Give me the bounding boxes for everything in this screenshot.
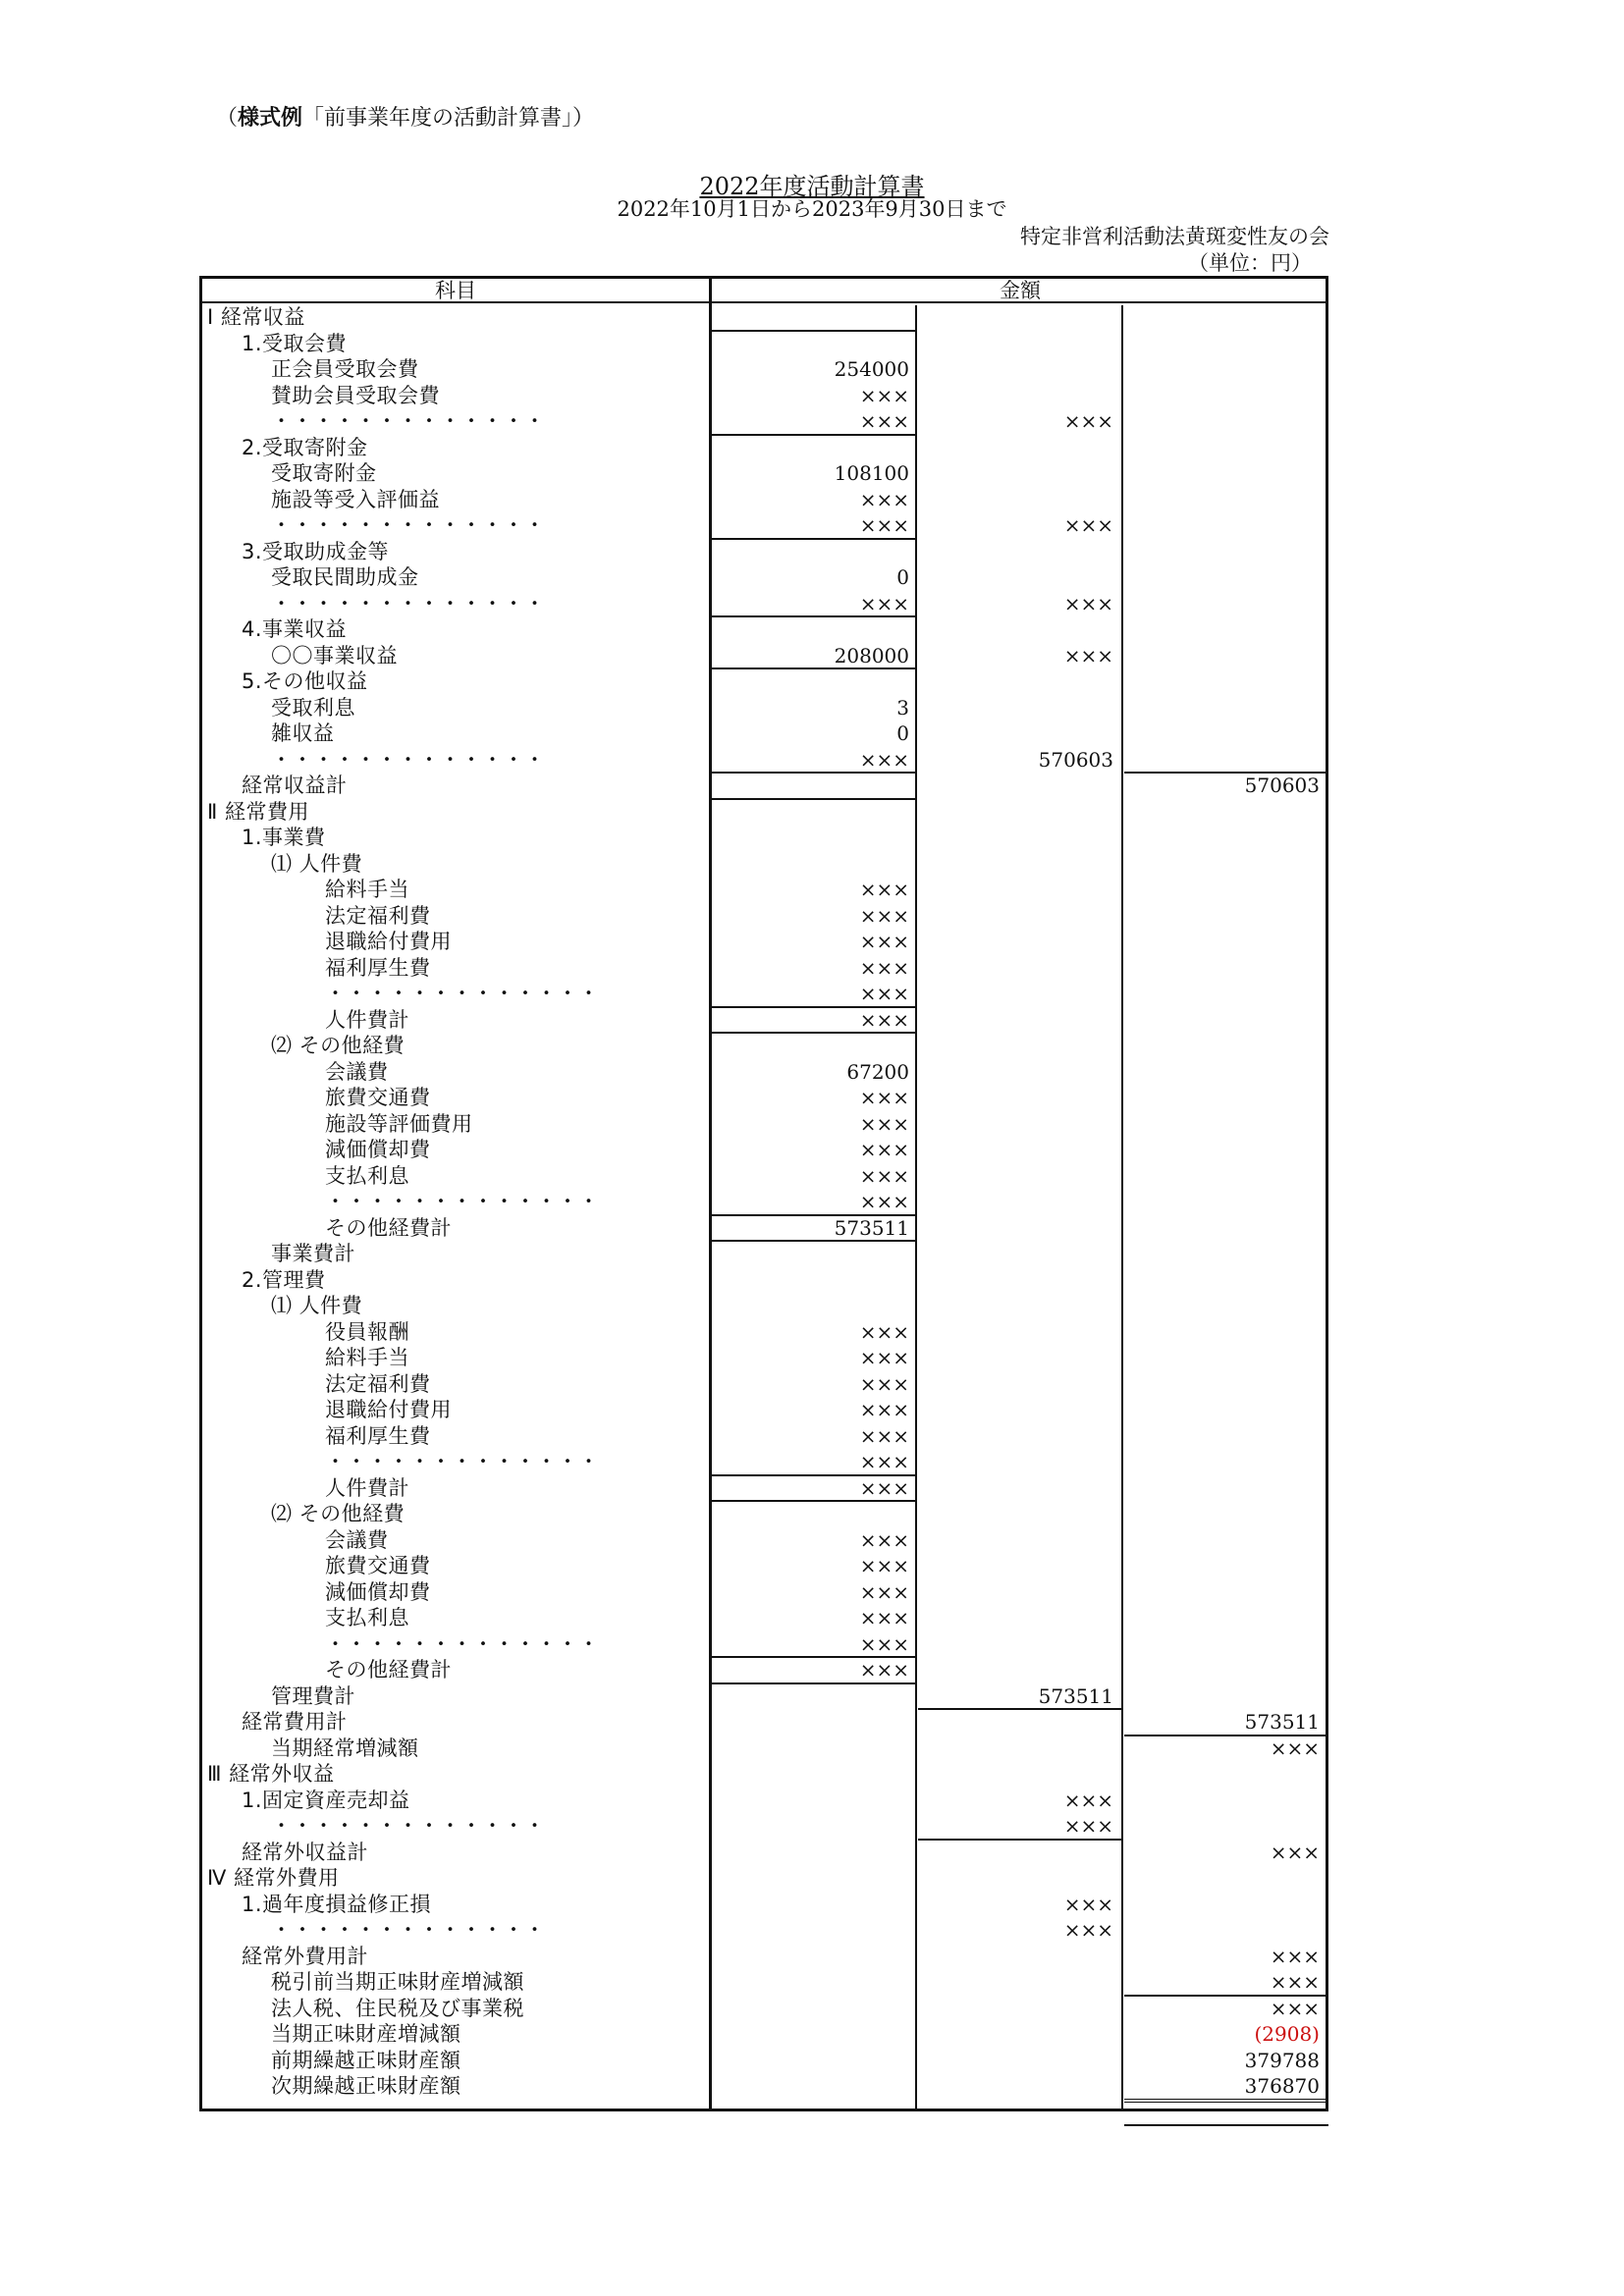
amount-cell: ××× bbox=[859, 903, 909, 928]
row-label: 経常外費用計 bbox=[242, 1944, 368, 1968]
table-row bbox=[202, 564, 1326, 590]
amount-cell: ××× bbox=[1270, 1944, 1320, 1968]
table-row bbox=[202, 1605, 1326, 1630]
fiscal-period: 2022年10月1日から2023年9月30日まで bbox=[617, 197, 1007, 221]
row-label: 5.その他収益 bbox=[242, 669, 368, 693]
amount-cell: ××× bbox=[859, 1138, 909, 1161]
row-label: ・・・・・・・・・・・・・ bbox=[325, 982, 600, 1005]
row-label: 1.過年度損益修正損 bbox=[242, 1892, 432, 1916]
amount-cell: ××× bbox=[859, 1527, 909, 1552]
row-label: 会議費 bbox=[325, 1527, 389, 1552]
subtotal-rule bbox=[712, 772, 915, 774]
subtotal-rule bbox=[712, 1474, 915, 1476]
amount-cell: ××× bbox=[1270, 1970, 1320, 1994]
subtotal-rule bbox=[712, 615, 915, 617]
table-row bbox=[202, 1293, 1326, 1318]
amount-cell: ××× bbox=[859, 878, 909, 901]
table-row bbox=[202, 1683, 1326, 1709]
row-label: ⑴ 人件費 bbox=[271, 1294, 363, 1317]
row-label: ・・・・・・・・・・・・・ bbox=[271, 1814, 546, 1838]
amount-cell: ××× bbox=[859, 1606, 909, 1629]
table-row bbox=[202, 929, 1326, 954]
table-row bbox=[202, 408, 1326, 434]
row-label: 人件費計 bbox=[325, 1475, 409, 1500]
amount-cell: ××× bbox=[859, 1111, 909, 1136]
table-row bbox=[202, 1033, 1326, 1058]
row-label: 2.管理費 bbox=[242, 1267, 326, 1292]
row-label: 2.受取寄附金 bbox=[242, 435, 368, 459]
subtotal-rule bbox=[1124, 2099, 1328, 2103]
table-row bbox=[202, 955, 1326, 981]
amount-cell: 573511 bbox=[834, 1215, 909, 1240]
row-label: ・・・・・・・・・・・・・ bbox=[325, 1631, 600, 1656]
table-row bbox=[202, 383, 1326, 408]
table-row bbox=[202, 435, 1326, 460]
currency-unit: （単位：円） bbox=[1188, 251, 1312, 275]
amount-cell: ××× bbox=[859, 1475, 909, 1500]
subtotal-rule bbox=[918, 1708, 1121, 1710]
header-subject: 科目 bbox=[435, 279, 476, 302]
table-row bbox=[202, 1657, 1326, 1682]
amount-cell: ××× bbox=[1063, 591, 1113, 615]
table-row bbox=[202, 1267, 1326, 1293]
amount-cell: ××× bbox=[859, 1579, 909, 1604]
amount-cell: 0 bbox=[896, 721, 909, 745]
table-row bbox=[202, 1579, 1326, 1605]
row-label: 法定福利費 bbox=[325, 1371, 431, 1396]
row-label: Ⅲ 経常外収益 bbox=[207, 1762, 335, 1786]
amount-cell: ××× bbox=[859, 1398, 909, 1421]
row-label: 〇〇事業収益 bbox=[271, 643, 398, 667]
amount-cell: ××× bbox=[859, 513, 909, 537]
table-row bbox=[202, 1788, 1326, 1813]
amount-cell: ××× bbox=[1063, 1892, 1113, 1916]
row-label: 1.受取会費 bbox=[242, 331, 348, 355]
table-row bbox=[202, 1215, 1326, 1241]
table-row bbox=[202, 1709, 1326, 1735]
row-label: 前期繰越正味財産額 bbox=[271, 2048, 461, 2072]
table-row bbox=[202, 1996, 1326, 2021]
amount-cell: ××× bbox=[859, 1631, 909, 1656]
table-row bbox=[202, 668, 1326, 694]
amount-cell: 379788 bbox=[1244, 2048, 1320, 2072]
table-row bbox=[202, 2021, 1326, 2047]
subtotal-rule bbox=[712, 798, 915, 800]
row-label: Ⅳ 経常外費用 bbox=[207, 1866, 340, 1890]
note-open: （ bbox=[216, 106, 239, 131]
row-label: その他経費計 bbox=[325, 1215, 452, 1240]
amount-cell: ××× bbox=[859, 1346, 909, 1369]
table-row bbox=[202, 1189, 1326, 1214]
subtotal-rule bbox=[1124, 1995, 1328, 1997]
table-row bbox=[202, 1865, 1326, 1891]
amount-cell: 573511 bbox=[1244, 1710, 1320, 1734]
table-row bbox=[202, 1501, 1326, 1526]
amount-cell: ××× bbox=[1063, 1814, 1113, 1838]
row-label: 正会員受取会費 bbox=[271, 357, 419, 381]
table-row bbox=[202, 981, 1326, 1006]
table-row bbox=[202, 1917, 1326, 1943]
amount-cell: 573511 bbox=[1038, 1683, 1113, 1708]
document-title: 2022年度活動計算書 bbox=[699, 173, 925, 200]
row-label: 経常外収益計 bbox=[242, 1840, 368, 1864]
subtotal-rule bbox=[712, 1500, 915, 1502]
table-row bbox=[202, 903, 1326, 929]
table-row bbox=[202, 1111, 1326, 1137]
amount-cell: ××× bbox=[1063, 643, 1113, 667]
table-row bbox=[202, 799, 1326, 825]
subtotal-rule bbox=[712, 330, 915, 332]
amount-cell: ××× bbox=[1063, 409, 1113, 433]
amount-cell: ××× bbox=[1063, 1918, 1113, 1942]
row-label: 法人税、住民税及び事業税 bbox=[271, 1996, 524, 2020]
amount-cell: 376870 bbox=[1244, 2074, 1320, 2098]
table-row bbox=[202, 356, 1326, 382]
amount-cell: ××× bbox=[859, 383, 909, 407]
amount-cell: ××× bbox=[1063, 1788, 1113, 1812]
table-row bbox=[202, 1475, 1326, 1501]
amount-cell: ××× bbox=[1270, 1735, 1320, 1760]
subtotal-rule bbox=[712, 1656, 915, 1658]
subtotal-rule bbox=[712, 1682, 915, 1684]
subtotal-rule bbox=[712, 434, 915, 436]
row-label: 給料手当 bbox=[325, 1346, 409, 1369]
note-rest: 「前事業年度の活動計算書」） bbox=[302, 106, 595, 131]
table-row bbox=[202, 512, 1326, 538]
row-label: 退職給付費用 bbox=[325, 930, 452, 953]
table-row bbox=[202, 1319, 1326, 1345]
activity-statement-table bbox=[199, 276, 1328, 2111]
table-row bbox=[202, 1085, 1326, 1110]
row-label: ・・・・・・・・・・・・・ bbox=[271, 747, 546, 772]
row-label: 旅費交通費 bbox=[325, 1554, 431, 1577]
table-row bbox=[202, 1892, 1326, 1917]
table-row bbox=[202, 1345, 1326, 1370]
table-row bbox=[202, 616, 1326, 642]
header-divider bbox=[202, 301, 1326, 303]
amount-cell: ××× bbox=[859, 1371, 909, 1396]
subtotal-rule bbox=[1124, 2124, 1328, 2126]
table-row bbox=[202, 1163, 1326, 1189]
table-row bbox=[202, 1631, 1326, 1657]
table-row bbox=[202, 591, 1326, 616]
amount-cell: ××× bbox=[859, 1658, 909, 1682]
table-row bbox=[202, 695, 1326, 721]
table-row bbox=[202, 721, 1326, 746]
table-row bbox=[202, 1735, 1326, 1761]
amount-cell: ××× bbox=[859, 1450, 909, 1473]
row-label: 管理費計 bbox=[271, 1683, 355, 1708]
amount-cell: ××× bbox=[859, 591, 909, 615]
subtotal-rule bbox=[712, 1032, 915, 1034]
row-label: 1.事業費 bbox=[242, 826, 326, 849]
table-row bbox=[202, 2073, 1326, 2099]
organization-name: 特定非営利活動法黄斑変性友の会 bbox=[1020, 225, 1329, 248]
table-row bbox=[202, 1761, 1326, 1787]
table-row bbox=[202, 487, 1326, 512]
row-label: 施設等受入評価益 bbox=[271, 487, 440, 511]
row-label: 減価償却費 bbox=[325, 1579, 431, 1604]
subtotal-rule bbox=[1124, 772, 1328, 774]
amount-cell: ××× bbox=[859, 1423, 909, 1448]
amount-cell: ××× bbox=[1270, 1996, 1320, 2020]
row-label: 会議費 bbox=[325, 1059, 389, 1084]
amount-cell: ××× bbox=[859, 1007, 909, 1032]
row-label: ・・・・・・・・・・・・・ bbox=[271, 409, 546, 433]
table-row bbox=[202, 851, 1326, 877]
amount-cell: ××× bbox=[859, 1319, 909, 1344]
amount-cell: 3 bbox=[896, 695, 909, 720]
row-label: 退職給付費用 bbox=[325, 1398, 452, 1421]
row-label: 給料手当 bbox=[325, 878, 409, 901]
subtotal-rule bbox=[918, 1839, 1121, 1841]
table-row bbox=[202, 2048, 1326, 2073]
row-label: 受取利息 bbox=[271, 695, 355, 720]
row-label: 経常費用計 bbox=[242, 1710, 348, 1734]
amount-cell: ××× bbox=[1270, 1840, 1320, 1864]
row-label: 福利厚生費 bbox=[325, 1423, 431, 1448]
subtotal-rule bbox=[712, 667, 915, 669]
table-row bbox=[202, 1007, 1326, 1033]
header-amount: 金額 bbox=[1000, 279, 1041, 302]
table-row bbox=[202, 331, 1326, 356]
row-label: ・・・・・・・・・・・・・ bbox=[271, 1918, 546, 1942]
amount-cell: ××× bbox=[859, 1190, 909, 1213]
row-label: 支払利息 bbox=[325, 1606, 409, 1629]
table-row bbox=[202, 1840, 1326, 1865]
row-label: 賛助会員受取会費 bbox=[271, 383, 440, 407]
row-label: 旅費交通費 bbox=[325, 1086, 431, 1109]
row-label: ・・・・・・・・・・・・・ bbox=[271, 591, 546, 615]
row-label: 受取寄附金 bbox=[271, 461, 377, 485]
amount-cell: 570603 bbox=[1244, 774, 1320, 797]
row-label: ・・・・・・・・・・・・・ bbox=[271, 513, 546, 537]
amount-cell: 570603 bbox=[1038, 747, 1113, 772]
table-row bbox=[202, 1137, 1326, 1162]
table-row bbox=[202, 643, 1326, 668]
row-label: 支払利息 bbox=[325, 1163, 409, 1188]
table-row bbox=[202, 1944, 1326, 1969]
subtotal-rule bbox=[712, 1214, 915, 1216]
table-row bbox=[202, 877, 1326, 902]
amount-cell: ××× bbox=[859, 1163, 909, 1188]
amount-cell: 0 bbox=[896, 565, 909, 589]
row-label: 減価償却費 bbox=[325, 1138, 431, 1161]
table-row bbox=[202, 825, 1326, 850]
table-row bbox=[202, 1449, 1326, 1474]
table-row bbox=[202, 1423, 1326, 1449]
row-label: 税引前当期正味財産増減額 bbox=[271, 1970, 524, 1994]
table-row bbox=[202, 747, 1326, 773]
table-row bbox=[202, 1059, 1326, 1085]
amount-cell: ××× bbox=[859, 1554, 909, 1577]
row-label: 福利厚生費 bbox=[325, 955, 431, 980]
subtotal-rule bbox=[712, 538, 915, 540]
amount-cell: ××× bbox=[1063, 513, 1113, 537]
row-label: ⑴ 人件費 bbox=[271, 851, 363, 876]
row-label: 受取民間助成金 bbox=[271, 565, 419, 589]
amount-cell: 67200 bbox=[846, 1059, 909, 1084]
note-bold: 様式例 bbox=[238, 106, 303, 131]
row-label: 法定福利費 bbox=[325, 903, 431, 928]
row-label: ⑵ その他経費 bbox=[271, 1034, 406, 1057]
amount-cell: 208000 bbox=[834, 643, 909, 667]
table-row bbox=[202, 460, 1326, 486]
row-label: Ⅱ 経常費用 bbox=[207, 799, 310, 824]
table-row bbox=[202, 539, 1326, 564]
row-label: 施設等評価費用 bbox=[325, 1111, 473, 1136]
row-label: ⑵ その他経費 bbox=[271, 1502, 406, 1525]
row-label: 雑収益 bbox=[271, 721, 335, 745]
amount-cell: ××× bbox=[859, 409, 909, 433]
subtotal-rule bbox=[712, 1240, 915, 1242]
row-label: 当期正味財産増減額 bbox=[271, 2022, 461, 2046]
amount-cell: (2908) bbox=[1254, 2022, 1320, 2046]
row-label: 経常収益計 bbox=[242, 774, 348, 797]
row-label: 事業費計 bbox=[271, 1242, 355, 1265]
amount-cell: ××× bbox=[859, 747, 909, 772]
row-label: 当期経常増減額 bbox=[271, 1735, 419, 1760]
amount-cell: ××× bbox=[859, 955, 909, 980]
table-row bbox=[202, 1553, 1326, 1578]
table-row bbox=[202, 1397, 1326, 1422]
subtotal-rule bbox=[712, 1006, 915, 1008]
row-label: ・・・・・・・・・・・・・ bbox=[325, 1450, 600, 1473]
amount-cell: 108100 bbox=[834, 461, 909, 485]
row-label: ・・・・・・・・・・・・・ bbox=[325, 1190, 600, 1213]
table-row bbox=[202, 304, 1326, 330]
table-row bbox=[202, 773, 1326, 798]
amount-cell: ××× bbox=[859, 487, 909, 511]
table-row bbox=[202, 1241, 1326, 1266]
row-label: Ⅰ 経常収益 bbox=[207, 305, 305, 329]
table-row bbox=[202, 1969, 1326, 1995]
row-label: 1.固定資産売却益 bbox=[242, 1788, 410, 1812]
table-row bbox=[202, 1813, 1326, 1839]
row-label: 3.受取助成金等 bbox=[242, 539, 390, 563]
amount-cell: ××× bbox=[859, 930, 909, 953]
row-label: その他経費計 bbox=[325, 1658, 452, 1682]
row-label: 役員報酬 bbox=[325, 1319, 409, 1344]
amount-cell: ××× bbox=[859, 982, 909, 1005]
row-label: 次期繰越正味財産額 bbox=[271, 2074, 461, 2098]
table-row bbox=[202, 1371, 1326, 1397]
form-example-note bbox=[216, 101, 594, 132]
row-label: 人件費計 bbox=[325, 1007, 409, 1032]
amount-cell: 254000 bbox=[834, 357, 909, 381]
amount-cell: ××× bbox=[859, 1086, 909, 1109]
row-label: 4.事業収益 bbox=[242, 617, 348, 641]
table-row bbox=[202, 1527, 1326, 1553]
subtotal-rule bbox=[1124, 1735, 1328, 1736]
